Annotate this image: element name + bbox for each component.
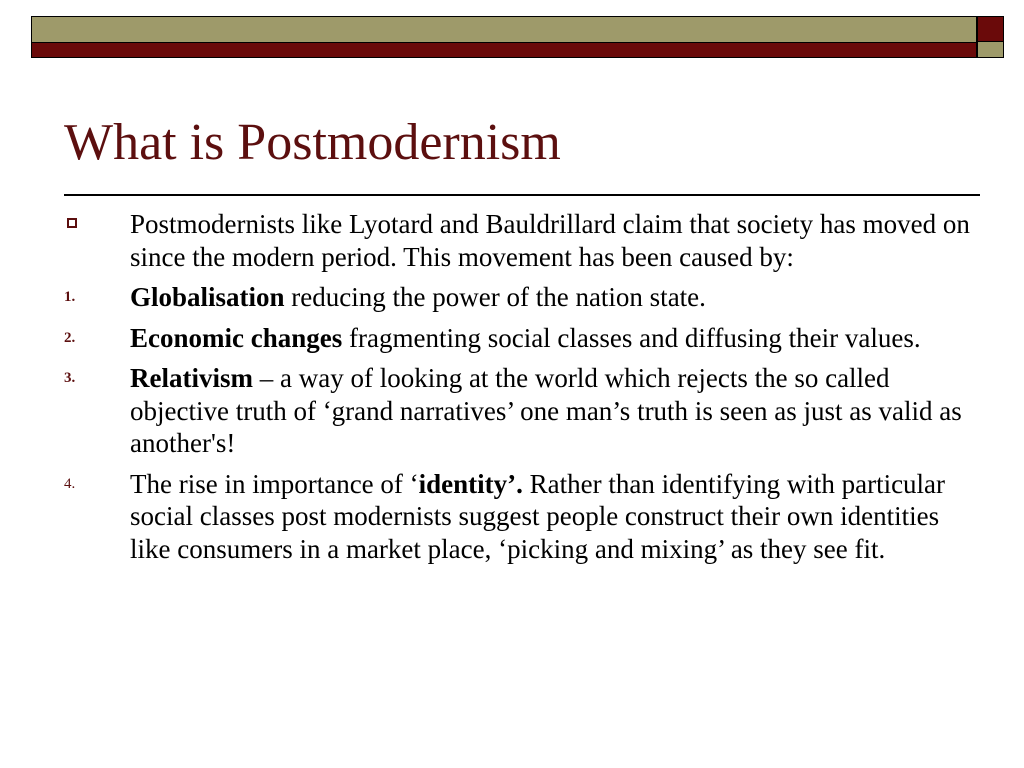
list-number: 4.	[64, 475, 76, 492]
intro-text: Postmodernists like Lyotard and Bauldrillard claim that society has moved on since the modern period. This movement has been caused by:	[130, 209, 970, 272]
list-item-text: – a way of looking at the world which rejects the so called objective truth of ‘grand narratives’ one man’s truth is seen as just as valid as another's!	[130, 363, 962, 458]
list-number: 2.	[64, 329, 76, 346]
list-item-text: reducing the power of the nation state.	[284, 282, 706, 312]
title-divider	[64, 194, 980, 196]
list-item-keyword: identity’.	[418, 468, 523, 499]
header-maroon-stripe	[32, 43, 976, 57]
list-item	[64, 362, 984, 460]
list-item-keyword: Relativism	[130, 363, 253, 393]
slide-body	[64, 208, 984, 573]
header-corner-square-maroon	[977, 16, 1004, 42]
header-decoration-bar	[31, 16, 977, 58]
list-item-lead: The rise in importance of ‘	[130, 468, 419, 499]
list-item-text: Rather than identifying with particular social classes post modernists suggest people construct their own identities like consumers in a market place, ‘picking and mixing’ as they see fit.	[130, 468, 946, 564]
header-olive-stripe	[32, 17, 976, 43]
list-number: 3.	[64, 370, 76, 386]
list-item-keyword: Globalisation	[130, 282, 285, 312]
header-corner-square-olive	[977, 41, 1004, 58]
list-item-text: fragmenting social classes and diffusing their values.	[342, 322, 921, 353]
list-item	[64, 281, 984, 314]
slide-title: What is Postmodernism	[64, 114, 561, 171]
intro-bullet	[64, 208, 984, 273]
list-number: 1.	[64, 289, 76, 305]
list-item	[64, 322, 984, 355]
list-item-keyword: Economic changes	[130, 322, 343, 353]
list-item	[64, 468, 984, 566]
